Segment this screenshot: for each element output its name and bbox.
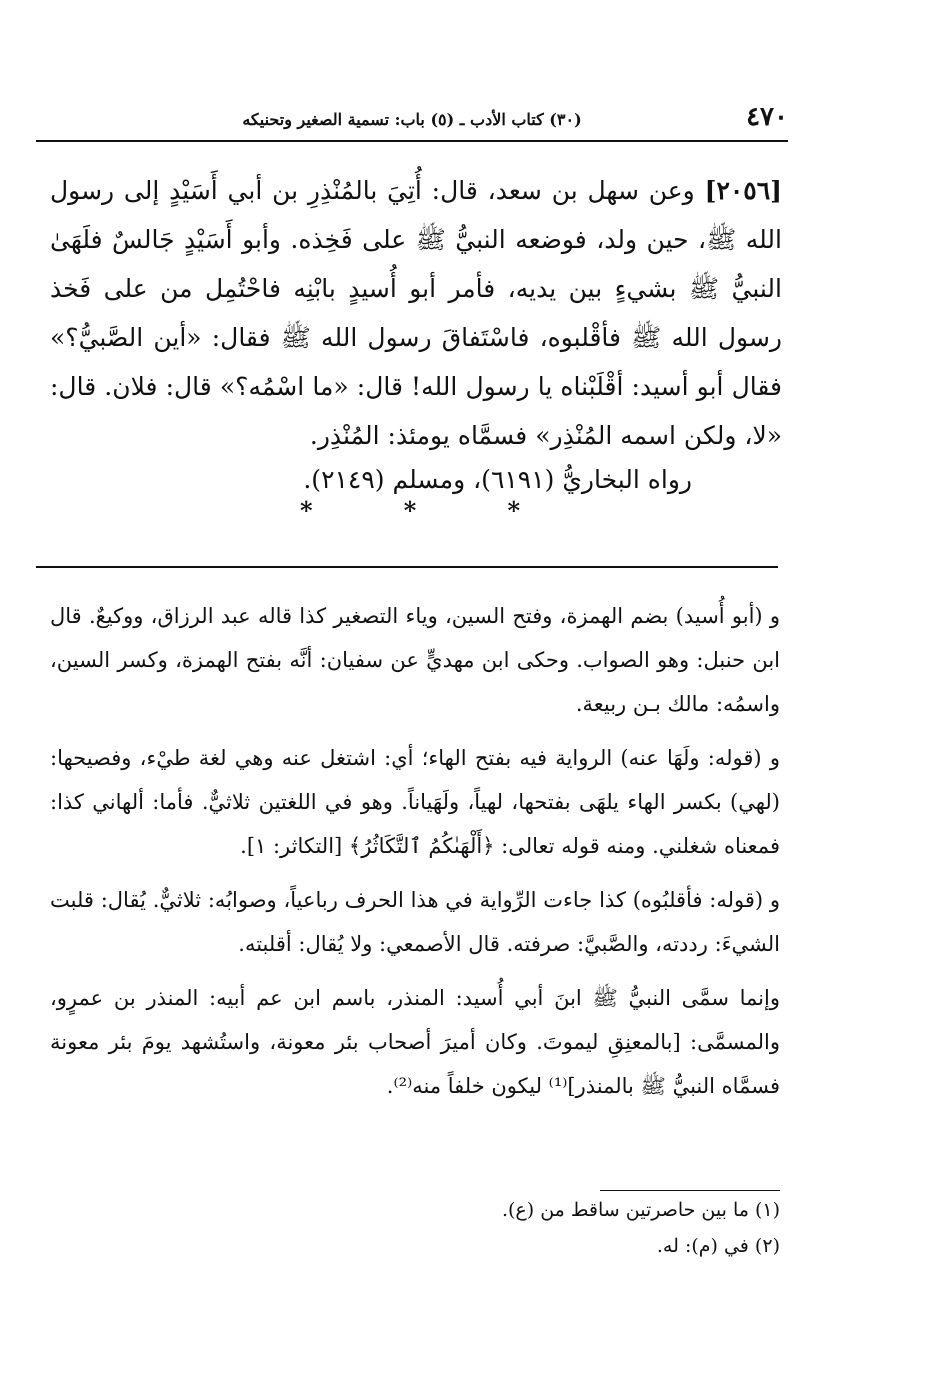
- commentary-paragraph: و (قوله: فأقلبُوه) كذا جاءت الرِّواية في هذا الحرف رباعياً، وصوابُه: ثلاثيٌّ. يُقال: قلبت الشيءَ: رددته، والصَّبيَّ: صرفته. قال الأصمعي: ولا يُقال: أقلبته.: [50, 888, 780, 956]
- hadith-source: رواه البخاريُّ (٦١٩١)، ومسلم (٢١٤٩).: [303, 465, 692, 494]
- hadith-number: [٢٠٥٦]: [704, 176, 782, 205]
- footnotes: [150, 1192, 780, 1264]
- hadith-body: وعن سهل بن سعد، قال: أُتِيَ بالمُنْذِرِ بن أبي أَسَيْدٍ إلى رسول الله ﷺ، حين ولد، فوضعه النبيُّ ﷺ على فَخِذه. وأبو أَسَيْدٍ جَالسٌ فلَهَىٰ النبيُّ ﷺ بشيءٍ بين يديه، فأمر أبو أُسيدٍ بابْنِه فاحْتُمِل من على فَخذ رسول الله ﷺ فأقْلبوه، فاسْتَفاقَ رسول الله ﷺ فقال: «أين الصَّبيُّ؟» فقال أبو أسيد: أقْلَبْناه يا رسول الله! قال: «ما اسْمُه؟» قال: فلان. قال: «لا، ولكن اسمه المُنْذِر» فسمَّاه يومئذ: المُنْذِر.: [50, 176, 782, 450]
- running-title: (٣٠) كتاب الأدب ـ (٥) باب: تسمية الصغير وتحنيكه: [242, 110, 582, 129]
- commentary-paragraph: و (قوله: ولَهَا عنه) الرواية فيه بفتح الهاء؛ أي: اشتغل عنه وهي لغة طيْء، وفصيحها: (لهي) بكسر الهاء يلهَى بفتحها، لهياً، ولَهَياناً. وهو في اللغتين ثلاثيٌّ. فأما: ألهاني كذا: فمعناه شغلني. ومنه قوله تعالى: ﴿أَلْهَىٰكُمُ ٱلتَّكَاثُرُ﴾ [التكاثر: ١].: [50, 746, 780, 858]
- star-separator: *: [403, 496, 417, 525]
- commentary-paragraph: و (أبو أُسيد) بضم الهمزة، وفتح السين، وياء التصغير كذا قاله عبد الرزاق، ووكيعٌ. قال ابن حنبل: وهو الصواب. وحكى ابن مهديٍّ عن سفيان: أنَّه بفتح الهمزة، وكسر السين، واسمُه: مالك بـن ربيعة.: [50, 604, 780, 716]
- page-number: ٤٧٠: [746, 102, 788, 132]
- commentary-paragraph: وإنما سمَّى النبيُّ ﷺ ابنَ أبي أُسيد: المنذر، باسم ابن عم أبيه: المنذر بن عمرٍو، والمسمَّى: [بالمعنِقِ ليموتَ. وكان أميرَ أصحاب بئر معونة، واستُشهد يومَ بئر معونة فسمَّاه النبيُّ ﷺ بالمنذر]⁽¹⁾ ليكون خلفاً منه⁽²⁾.: [50, 986, 780, 1098]
- footnote-divider: [600, 1190, 780, 1191]
- hadith-text: [50, 166, 782, 460]
- commentary: [50, 594, 780, 1118]
- footnote-item: (١) ما بين حاصرتين ساقط من (ع).: [501, 1199, 780, 1221]
- section-separator-stars: [300, 496, 520, 525]
- commentary-divider: [36, 566, 778, 568]
- footnote-item: (٢) في (م): له.: [656, 1235, 780, 1257]
- star-separator: *: [300, 496, 313, 525]
- hadith-paragraph: [50, 166, 782, 460]
- star-separator: *: [507, 496, 520, 525]
- page-header: [36, 96, 788, 142]
